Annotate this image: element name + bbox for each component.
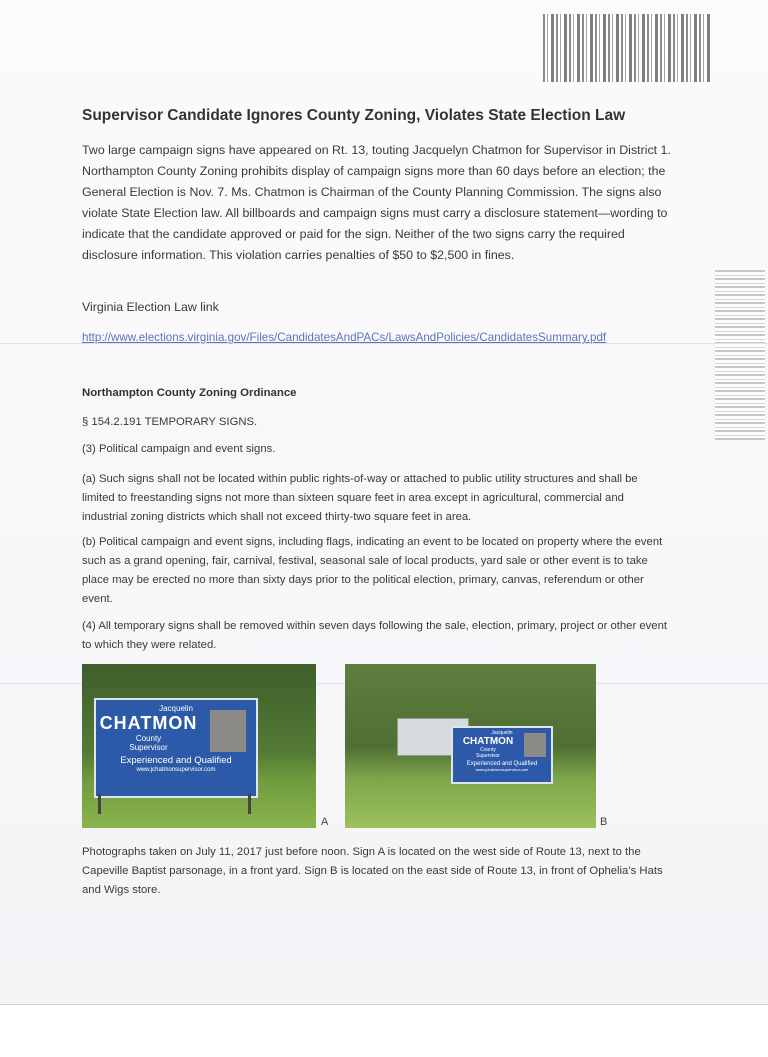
side-barcode-sticker <box>715 268 765 440</box>
sign-website: www.jchatmonsupervisor.com <box>136 767 216 773</box>
ordinance-section: § 154.2.191 TEMPORARY SIGNS. <box>82 416 258 428</box>
photo-a-label: A <box>321 816 329 828</box>
candidate-photo <box>524 733 546 757</box>
ordinance-item-3b: (b) Political campaign and event signs, including flags, indicating an event to be located on property where the event such as a grand opening, fair, carnival, festival, seasonal sale of local products, yard sale or other event is to take place may be erected no more than sixty days prior to the political election, primary, canvas, referendum or other event. <box>82 536 663 605</box>
page-edge <box>0 1004 768 1005</box>
sign-last-name: CHATMON <box>99 713 198 733</box>
sign-line2: Supervisor <box>129 743 168 752</box>
photo-b-label: B <box>600 816 608 828</box>
candidate-photo <box>210 710 246 752</box>
sign-website: www.jchatmonsupervisor.com <box>475 767 529 772</box>
election-law-link-label: Virginia Election Law link <box>82 300 219 314</box>
sign-post <box>248 794 251 814</box>
sign-line1: County <box>480 747 496 753</box>
sign-slogan: Experienced and Qualified <box>466 761 538 767</box>
ordinance-item-3a: (a) Such signs shall not be located within public rights-of-way or attached to public utility structures and shall be limited to freestanding signs not more than sixteen square feet in area except in agricultural, commercial and industrial zoning districts which shall not exceed thirty-two square feet in area. <box>82 473 638 523</box>
sign-line2: Supervisor <box>476 753 500 759</box>
ordinance-item-3: (3) Political campaign and event signs. <box>82 443 276 455</box>
campaign-sign <box>451 726 553 784</box>
sign-slogan: Experienced and Qualified <box>120 755 232 766</box>
sign-line1: County <box>135 734 162 743</box>
photo-sign-b <box>345 664 596 828</box>
ordinance-item-4: (4) All temporary signs shall be removed within seven days following the sale, election, primary, project or other event to which they were related. <box>82 620 667 651</box>
sign-last-name: CHATMON <box>462 736 514 747</box>
document-title: Supervisor Candidate Ignores County Zoning, Violates State Election Law <box>82 107 626 124</box>
sign-first-name: Jacquelin <box>491 730 513 736</box>
sign-post <box>98 794 101 814</box>
ordinance-heading: Northampton County Zoning Ordinance <box>82 387 297 399</box>
barcode-sticker <box>543 14 711 82</box>
intro-paragraph: Two large campaign signs have appeared on Rt. 13, touting Jacquelyn Chatmon for Supervisor in District 1. Northampton County Zoning prohibits display of campaign signs more than 60 days before an election; the General Election is Nov. 7. Ms. Chatmon is Chairman of the County Planning Commission. The signs also violate State Election law. All billboards and campaign signs must carry a disclosure statement—wording to indicate that the candidate approved or paid for the sign. Neither of the two signs carry the required disclosure information. This violation carries penalties of $50 to $2,500 in fines. <box>82 143 671 262</box>
campaign-sign <box>94 698 258 798</box>
election-law-link[interactable]: http://www.elections.virginia.gov/Files/CandidatesAndPACs/LawsAndPolicies/CandidatesSummary.pdf <box>82 331 607 344</box>
sign-first-name: Jacquelin <box>159 704 193 713</box>
photo-sign-a <box>82 664 316 828</box>
photo-caption: Photographs taken on July 11, 2017 just before noon. Sign A is located on the west side of Route 13, next to the Capeville Baptist parsonage, in a front yard. Sign B is located on the east side of Route 13, in front of Ophelia’s Hats and Wigs store. <box>82 846 663 896</box>
